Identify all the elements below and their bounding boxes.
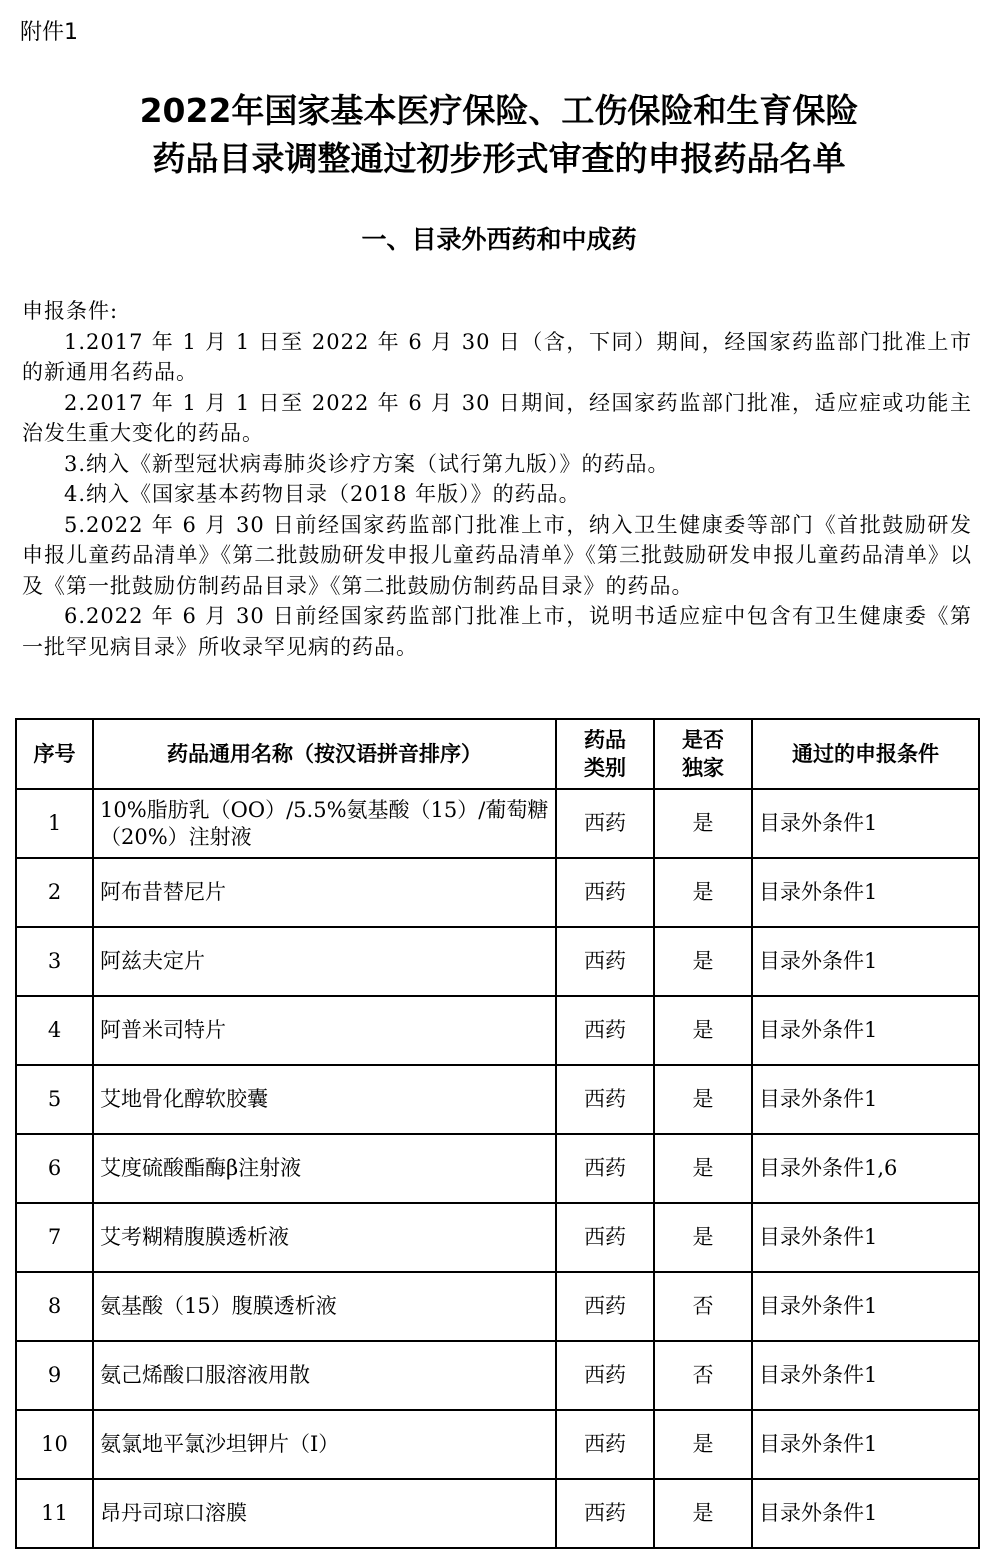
cell-exclusive: 是 [654, 858, 752, 927]
condition-4: 4.纳入《国家基本药物目录（2018 年版）》的药品。 [64, 482, 581, 506]
table-row [16, 1479, 979, 1548]
section-title: 一、目录外西药和中成药 [361, 225, 637, 254]
cell-drug-name: 氨基酸（15）腹膜透析液 [93, 1272, 556, 1341]
cell-exclusive: 是 [654, 1134, 752, 1203]
header-seq: 序号 [16, 719, 93, 789]
table-row [16, 1341, 979, 1410]
cell-seq: 2 [16, 858, 93, 927]
cell-category: 西药 [556, 858, 654, 927]
cell-exclusive: 是 [654, 789, 752, 858]
cell-exclusive: 是 [654, 927, 752, 996]
header-category [556, 719, 654, 789]
cell-drug-name: 10%脂肪乳（OO）/5.5%氨基酸（15）/葡萄糖（20%）注射液 [93, 789, 556, 858]
header-exclusive-line-1: 是否 [682, 728, 724, 752]
cell-exclusive: 是 [654, 1410, 752, 1479]
document-title-line-2: 药品目录调整通过初步形式审查的申报药品名单 [152, 139, 846, 178]
cell-drug-name: 艾地骨化醇软胶囊 [93, 1065, 556, 1134]
condition-6: 6.2022 年 6 月 30 日前经国家药监部门批准上市，说明书适应症中包含有卫生健康委《第一批罕见病目录》所收录罕见病的药品。 [22, 604, 972, 659]
drug-list-table [15, 718, 980, 1549]
cell-exclusive: 是 [654, 996, 752, 1065]
cell-condition: 目录外条件1 [752, 789, 979, 858]
cell-category: 西药 [556, 1479, 654, 1548]
cell-drug-name: 艾度硫酸酯酶β注射液 [93, 1134, 556, 1203]
cell-drug-name: 阿兹夫定片 [93, 927, 556, 996]
cell-condition: 目录外条件1 [752, 1341, 979, 1410]
table-row [16, 927, 979, 996]
table-row [16, 1134, 979, 1203]
conditions-block [22, 296, 972, 662]
header-exclusive [654, 719, 752, 789]
condition-3: 3.纳入《新型冠状病毒肺炎诊疗方案（试行第九版）》的药品。 [64, 451, 670, 476]
header-category-line-1: 药品 [584, 728, 626, 752]
table-row [16, 996, 979, 1065]
cell-exclusive: 是 [654, 1479, 752, 1548]
condition-2: 2.2017 年 1 月 1 日至 2022 年 6 月 30 日期间，经国家药监部门批准，适应症或功能主治发生重大变化的药品。 [22, 390, 972, 445]
conditions-heading: 申报条件: [22, 299, 119, 323]
cell-exclusive: 是 [654, 1065, 752, 1134]
cell-seq: 3 [16, 927, 93, 996]
cell-seq: 7 [16, 1203, 93, 1272]
cell-condition: 目录外条件1 [752, 927, 979, 996]
cell-drug-name: 艾考糊精腹膜透析液 [93, 1203, 556, 1272]
cell-condition: 目录外条件1 [752, 996, 979, 1065]
table-row [16, 858, 979, 927]
cell-condition: 目录外条件1 [752, 858, 979, 927]
cell-drug-name: 昂丹司琼口溶膜 [93, 1479, 556, 1548]
cell-seq: 5 [16, 1065, 93, 1134]
cell-seq: 11 [16, 1479, 93, 1548]
cell-category: 西药 [556, 1272, 654, 1341]
attachment-label: 附件1 [20, 20, 78, 45]
table-row [16, 1410, 979, 1479]
cell-condition: 目录外条件1 [752, 1479, 979, 1548]
cell-condition: 目录外条件1 [752, 1203, 979, 1272]
cell-condition: 目录外条件1 [752, 1272, 979, 1341]
cell-condition: 目录外条件1 [752, 1410, 979, 1479]
cell-condition: 目录外条件1,6 [752, 1134, 979, 1203]
cell-condition: 目录外条件1 [752, 1065, 979, 1134]
table-row [16, 789, 979, 858]
cell-category: 西药 [556, 1341, 654, 1410]
header-category-line-2: 类别 [584, 756, 626, 780]
cell-drug-name: 阿布昔替尼片 [93, 858, 556, 927]
cell-drug-name: 阿普米司特片 [93, 996, 556, 1065]
cell-category: 西药 [556, 1065, 654, 1134]
cell-seq: 9 [16, 1341, 93, 1410]
cell-category: 西药 [556, 1410, 654, 1479]
table-row [16, 1272, 979, 1341]
table-row [16, 1065, 979, 1134]
condition-5: 5.2022 年 6 月 30 日前经国家药监部门批准上市，纳入卫生健康委等部门《首批鼓励研发申报儿童药品清单》《第二批鼓励研发申报儿童药品清单》《第三批鼓励研发申报儿童药品清单》以及《第一批鼓励仿制药品目录》《第二批鼓励仿制药品目录》的药品。 [22, 512, 972, 598]
cell-category: 西药 [556, 789, 654, 858]
cell-exclusive: 是 [654, 1203, 752, 1272]
table-header-row [16, 719, 979, 789]
header-exclusive-line-2: 独家 [682, 756, 724, 780]
cell-seq: 4 [16, 996, 93, 1065]
table-row [16, 1203, 979, 1272]
document-title-line-1: 2022年国家基本医疗保险、工伤保险和生育保险 [139, 91, 859, 130]
cell-exclusive: 否 [654, 1272, 752, 1341]
cell-seq: 6 [16, 1134, 93, 1203]
header-condition: 通过的申报条件 [752, 719, 979, 789]
cell-seq: 10 [16, 1410, 93, 1479]
cell-drug-name: 氨氯地平氯沙坦钾片（Ⅰ） [93, 1410, 556, 1479]
header-drug-name: 药品通用名称（按汉语拼音排序） [93, 719, 556, 789]
cell-drug-name: 氨己烯酸口服溶液用散 [93, 1341, 556, 1410]
condition-1: 1.2017 年 1 月 1 日至 2022 年 6 月 30 日（含，下同）期间，经国家药监部门批准上市的新通用名药品。 [22, 329, 972, 384]
cell-category: 西药 [556, 1134, 654, 1203]
cell-seq: 8 [16, 1272, 93, 1341]
cell-category: 西药 [556, 1203, 654, 1272]
cell-exclusive: 否 [654, 1341, 752, 1410]
cell-category: 西药 [556, 927, 654, 996]
cell-category: 西药 [556, 996, 654, 1065]
cell-seq: 1 [16, 789, 93, 858]
